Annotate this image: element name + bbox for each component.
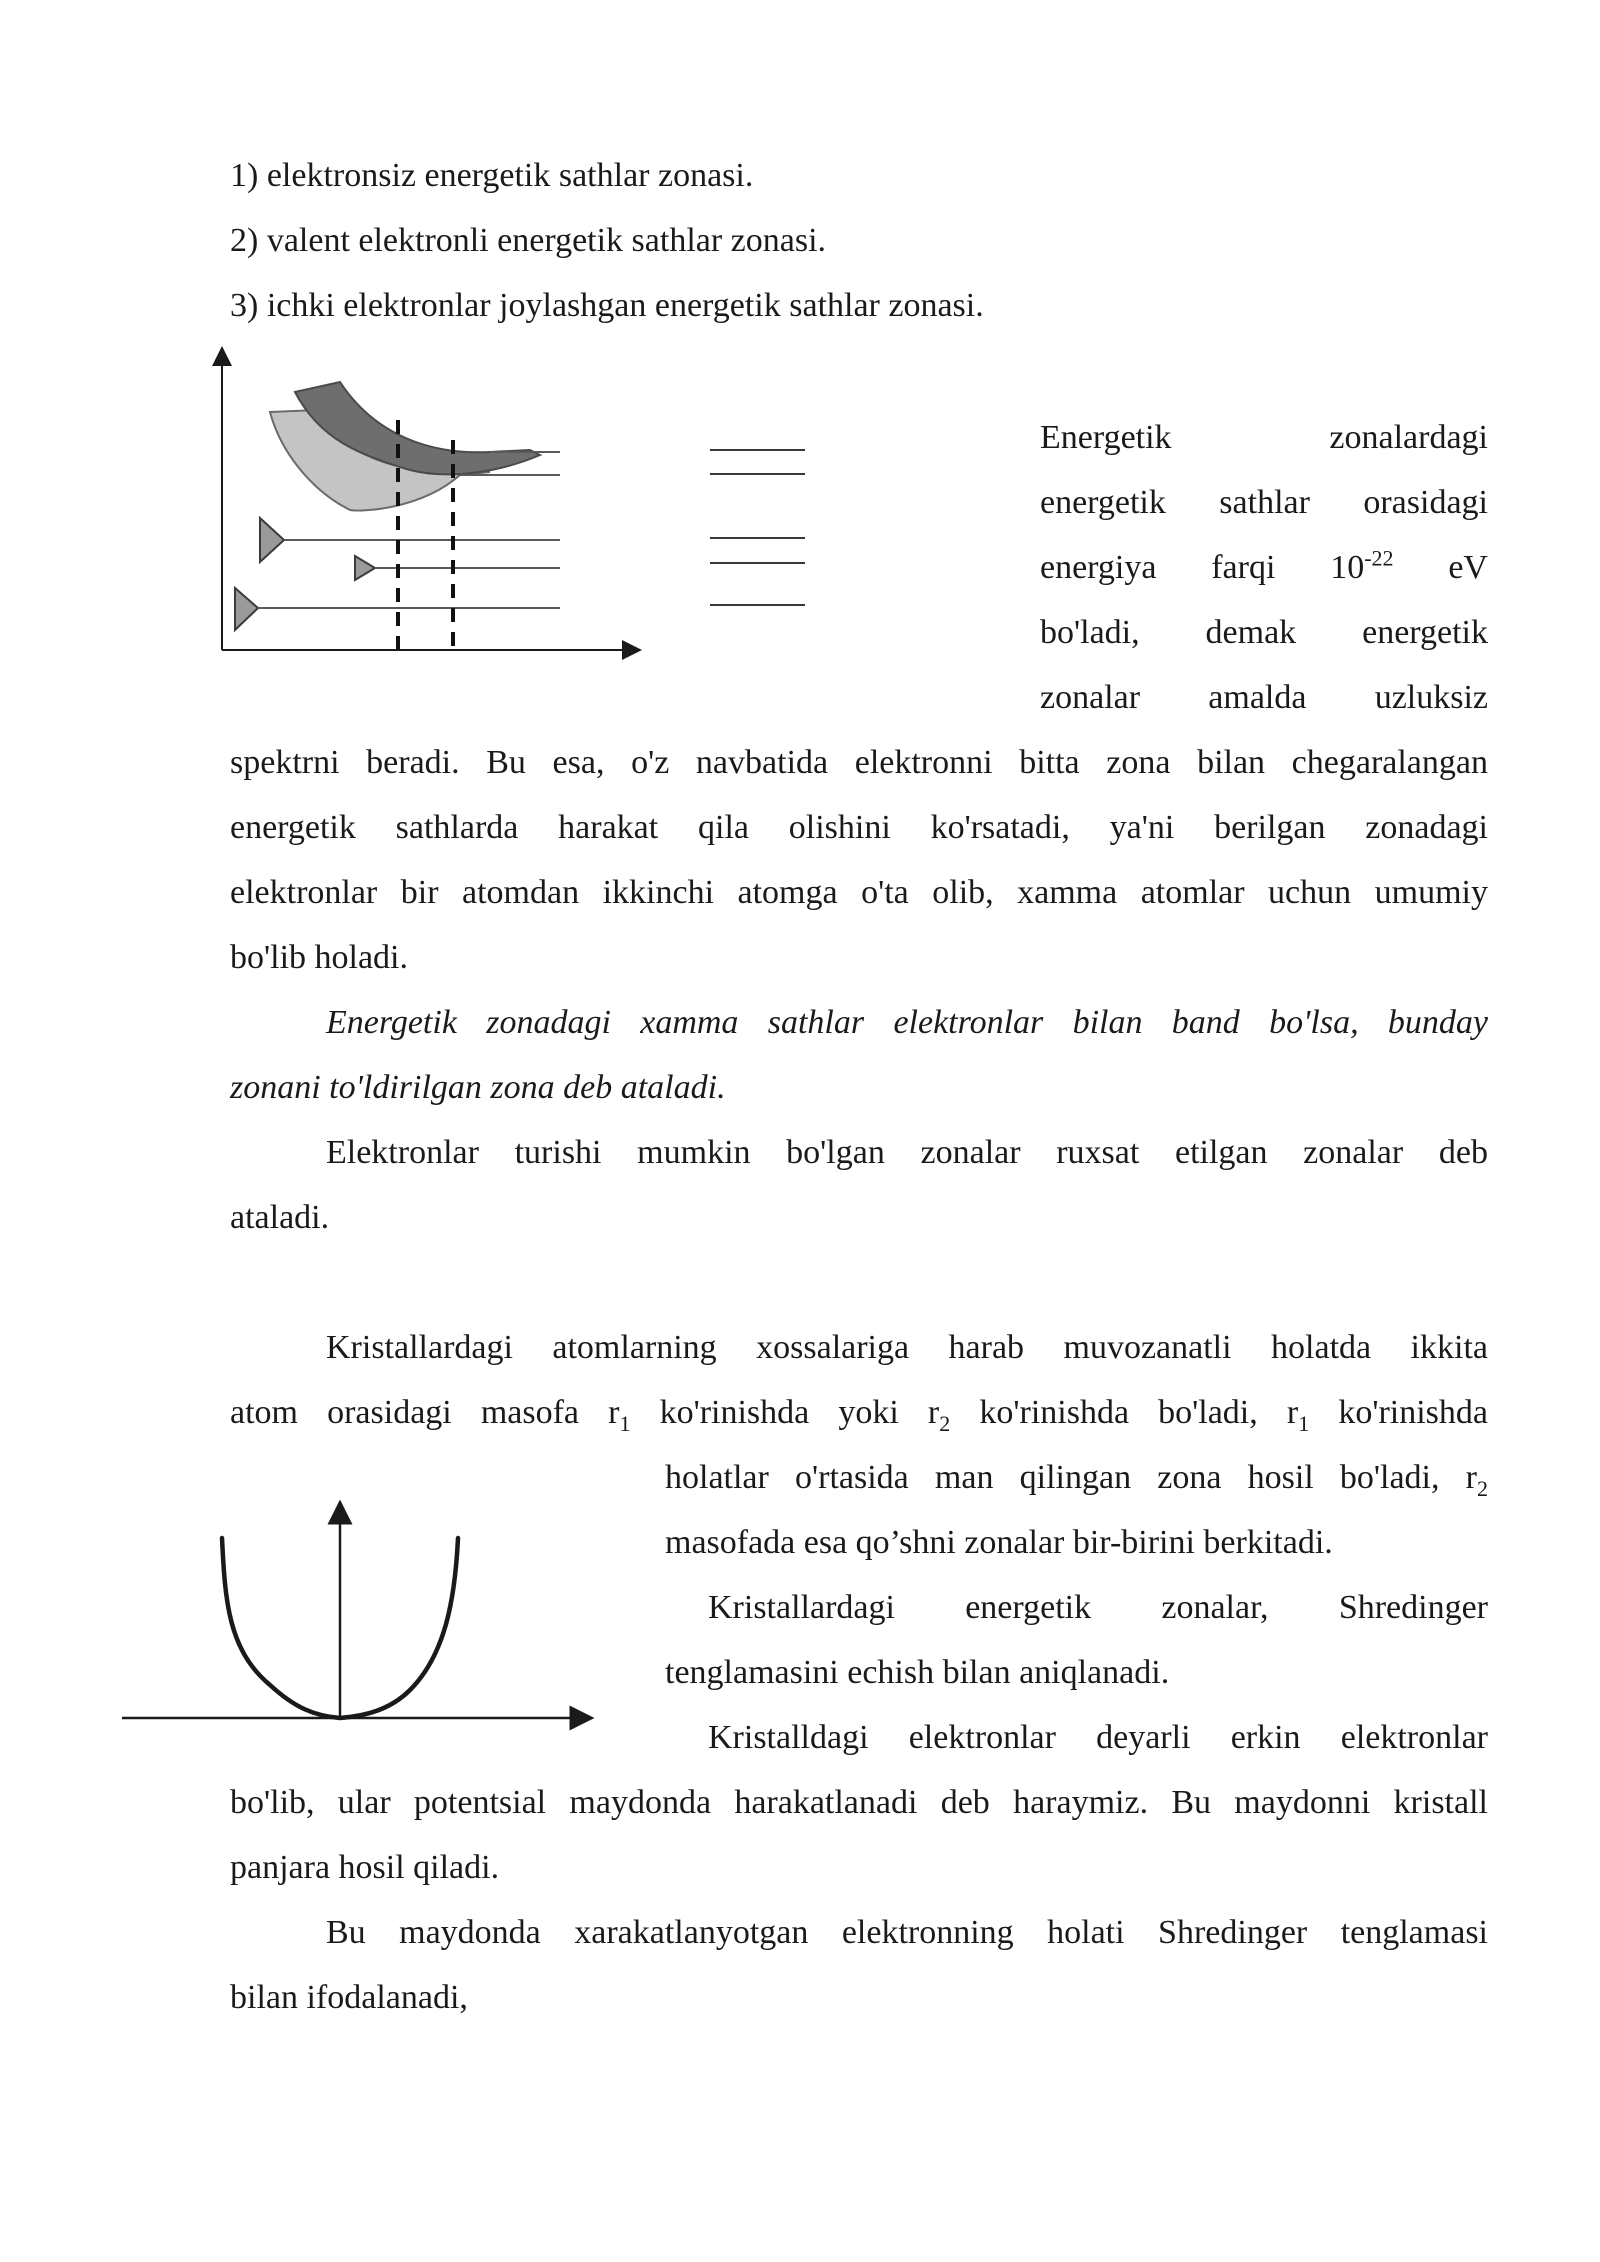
p6-line-3: panjara hosil qiladi.	[230, 1849, 500, 1886]
p7-line-2: bilan ifodalanadi,	[230, 1979, 468, 2016]
p4-line-3: holatlar o'rtasida man qilingan zona hosil bo'ladi, $r_2$	[665, 1459, 1488, 1501]
side-line-3: energiya farqi $10^{-22}$ eV	[1040, 545, 1488, 586]
p3-line-1: Elektronlar turishi mumkin bo'lgan zonalar ruxsat etilgan zonalar deb	[326, 1134, 1488, 1171]
p2-line-1: Energetik zonadagi xamma sathlar elektronlar bilan band bo'lsa, bunday	[326, 1004, 1488, 1041]
p1-line-3: elektronlar bir atomdan ikkinchi atomga o'ta olib, xamma atomlar uchun umumiy	[230, 874, 1488, 911]
p1-line-4: bo'lib holadi.	[230, 939, 409, 976]
side-line-2: energetik sathlar orasidagi	[1040, 484, 1488, 521]
side-line-5: zonalar amalda uzluksiz	[1040, 679, 1488, 716]
level-marker	[235, 588, 258, 630]
p1-line-2: energetik sathlarda harakat qila olishini ko'rsatadi, ya'ni berilgan zonadagi	[230, 809, 1488, 846]
p5-line-1: Kristallardagi energetik zonalar, Shredinger	[708, 1589, 1488, 1626]
energy-bands-figure	[200, 340, 900, 670]
side-line-4: bo'ladi, demak energetik	[1040, 614, 1488, 651]
level-marker	[355, 556, 375, 580]
p1-line-1: spektrni beradi. Bu esa, o'z navbatida elektronni bitta zona bilan chegaralangan	[230, 744, 1488, 781]
side-line-1: Energetik zonalardagi	[1040, 419, 1488, 456]
p5-line-2: tenglamasini echish bilan aniqlanadi.	[665, 1654, 1170, 1691]
p6-line-1: Kristalldagi elektronlar deyarli erkin elektronlar	[708, 1719, 1488, 1756]
p3-line-2: ataladi.	[230, 1199, 330, 1236]
list-item-3: 3) ichki elektronlar joylashgan energetik sathlar zonasi.	[230, 287, 984, 324]
p4-line-2: atom orasidagi masofa $r_1$ ko'rinishda yoki $r_2$ ko'rinishda bo'ladi, $r_1$ ko'rinishda	[230, 1394, 1488, 1436]
potential-well-figure	[110, 1490, 610, 1750]
list-item-1: 1) elektronsiz energetik sathlar zonasi.	[230, 157, 754, 194]
p7-line-1: Bu maydonda xarakatlanyotgan elektronning holati Shredinger tenglamasi	[326, 1914, 1488, 1951]
level-marker	[260, 518, 284, 562]
list-item-2: 2) valent elektronli energetik sathlar zonasi.	[230, 222, 827, 259]
p6-line-2: bo'lib, ular potentsial maydonda harakatlanadi deb haraymiz. Bu maydonni kristall	[230, 1784, 1488, 1821]
p4-line-1: Kristallardagi atomlarning xossalariga harab muvozanatli holatda ikkita	[326, 1329, 1488, 1366]
p2-line-2: zonani to'ldirilgan zona deb ataladi.	[230, 1069, 726, 1106]
p4-line-4: masofada esa qo’shni zonalar bir-birini berkitadi.	[665, 1524, 1333, 1561]
